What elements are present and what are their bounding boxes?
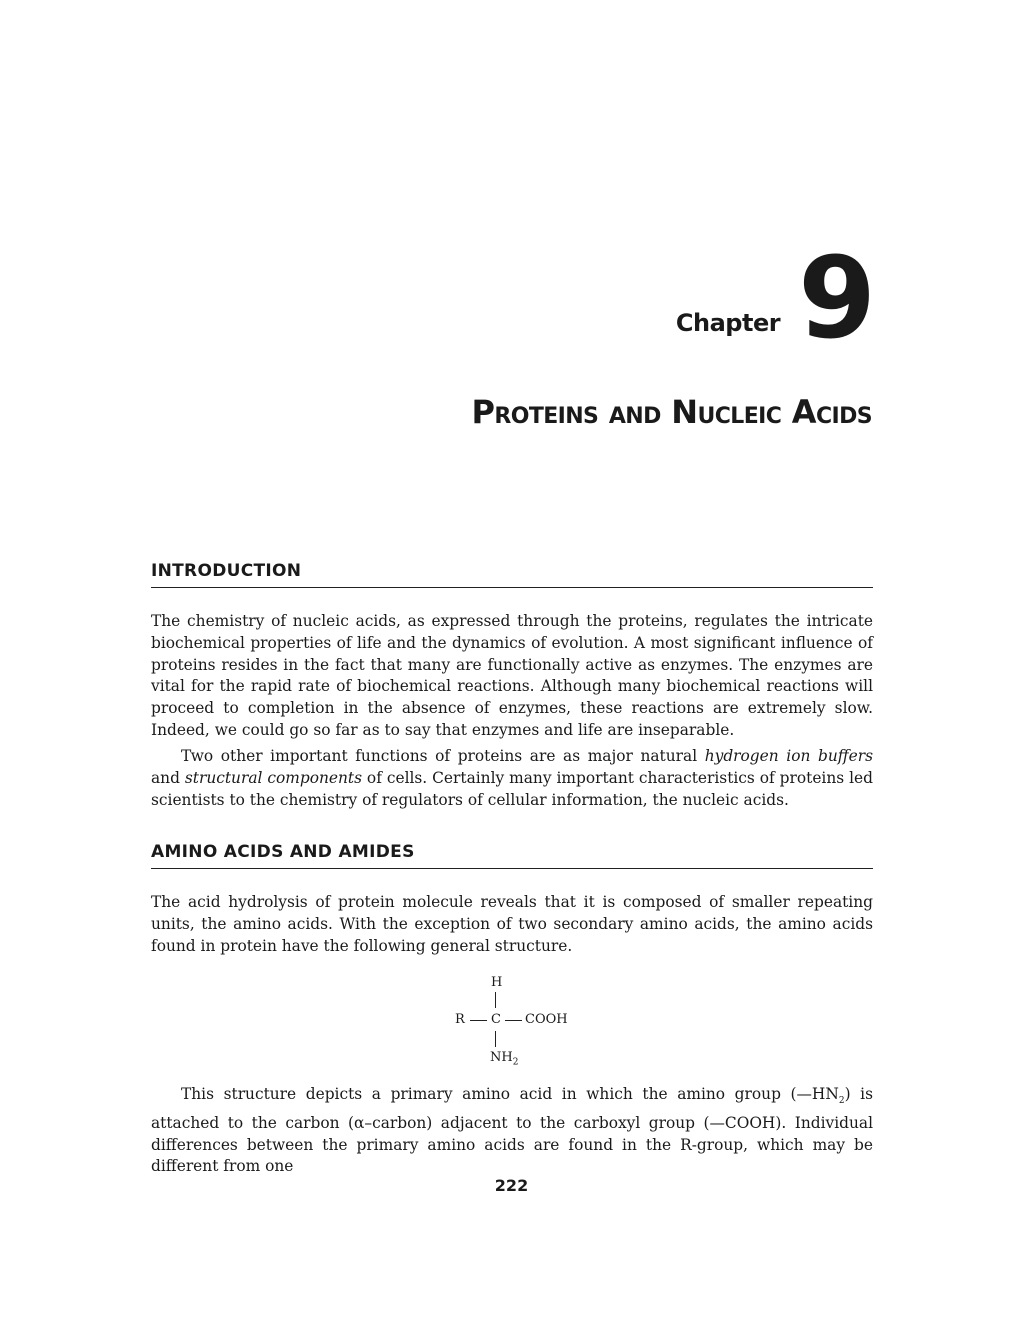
intro-paragraph-1: The chemistry of nucleic acids, as expressed through the proteins, regulates the intricate biochemical properties of life and the dynamics of evolution. A most significant influence of proteins resides in the fact that many are functionally active as enzymes. The enzymes are vital for the rapid rate of biochemical reactions. Although many biochemical reactions will proceed to completion in the absence of enzymes, these reactions are extremely slow. Indeed, we could go so far as to say that enzymes and life are inseparable. xyxy=(151,612,873,739)
structure-atom-r: R xyxy=(455,1012,465,1027)
chapter-label: Chapter xyxy=(675,309,781,337)
amino-paragraph-2: This structure depicts a primary amino acid in which the amino group $(—HN_2)$ is attached to the carbon (α–carbon) adjacent to the carboxyl group (—COOH). Individual differences between the primary amino acids are found in the R-group, which may be different from one xyxy=(151,1085,873,1176)
structure-group-nh2: $NH_2$ xyxy=(490,1050,519,1068)
intro-paragraph-2: Two other important functions of proteins are as major natural hydrogen ion buffers and structural components of cells. Certainly many important characteristics of proteins led scientists to the chemistry of regulators of cellular information, the nucleic acids. xyxy=(151,747,873,809)
structure-bond-left xyxy=(470,1020,487,1021)
chapter-heading xyxy=(675,234,872,364)
chapter-title: Proteins and Nucleic Acids xyxy=(471,393,872,431)
structure-atom-h: H xyxy=(491,975,503,990)
page-number: 222 xyxy=(494,1176,529,1195)
structure-bond-bottom xyxy=(495,1031,496,1047)
section-heading-amino-acids: AMINO ACIDS AND AMIDES xyxy=(151,842,873,869)
structure-bond-top xyxy=(495,992,496,1008)
amino-acid-structure xyxy=(440,972,600,1072)
structure-group-cooh: COOH xyxy=(525,1012,568,1027)
section-heading-introduction: INTRODUCTION xyxy=(151,561,873,588)
amino-paragraph-1: The acid hydrolysis of protein molecule reveals that it is composed of smaller repeating units, the amino acids. With the exception of two secondary amino acids, the amino acids found in protein have the following general structure. xyxy=(151,893,873,955)
structure-atom-c: C xyxy=(491,1012,501,1027)
chapter-number: 9 xyxy=(798,234,872,364)
structure-bond-right xyxy=(505,1020,522,1021)
